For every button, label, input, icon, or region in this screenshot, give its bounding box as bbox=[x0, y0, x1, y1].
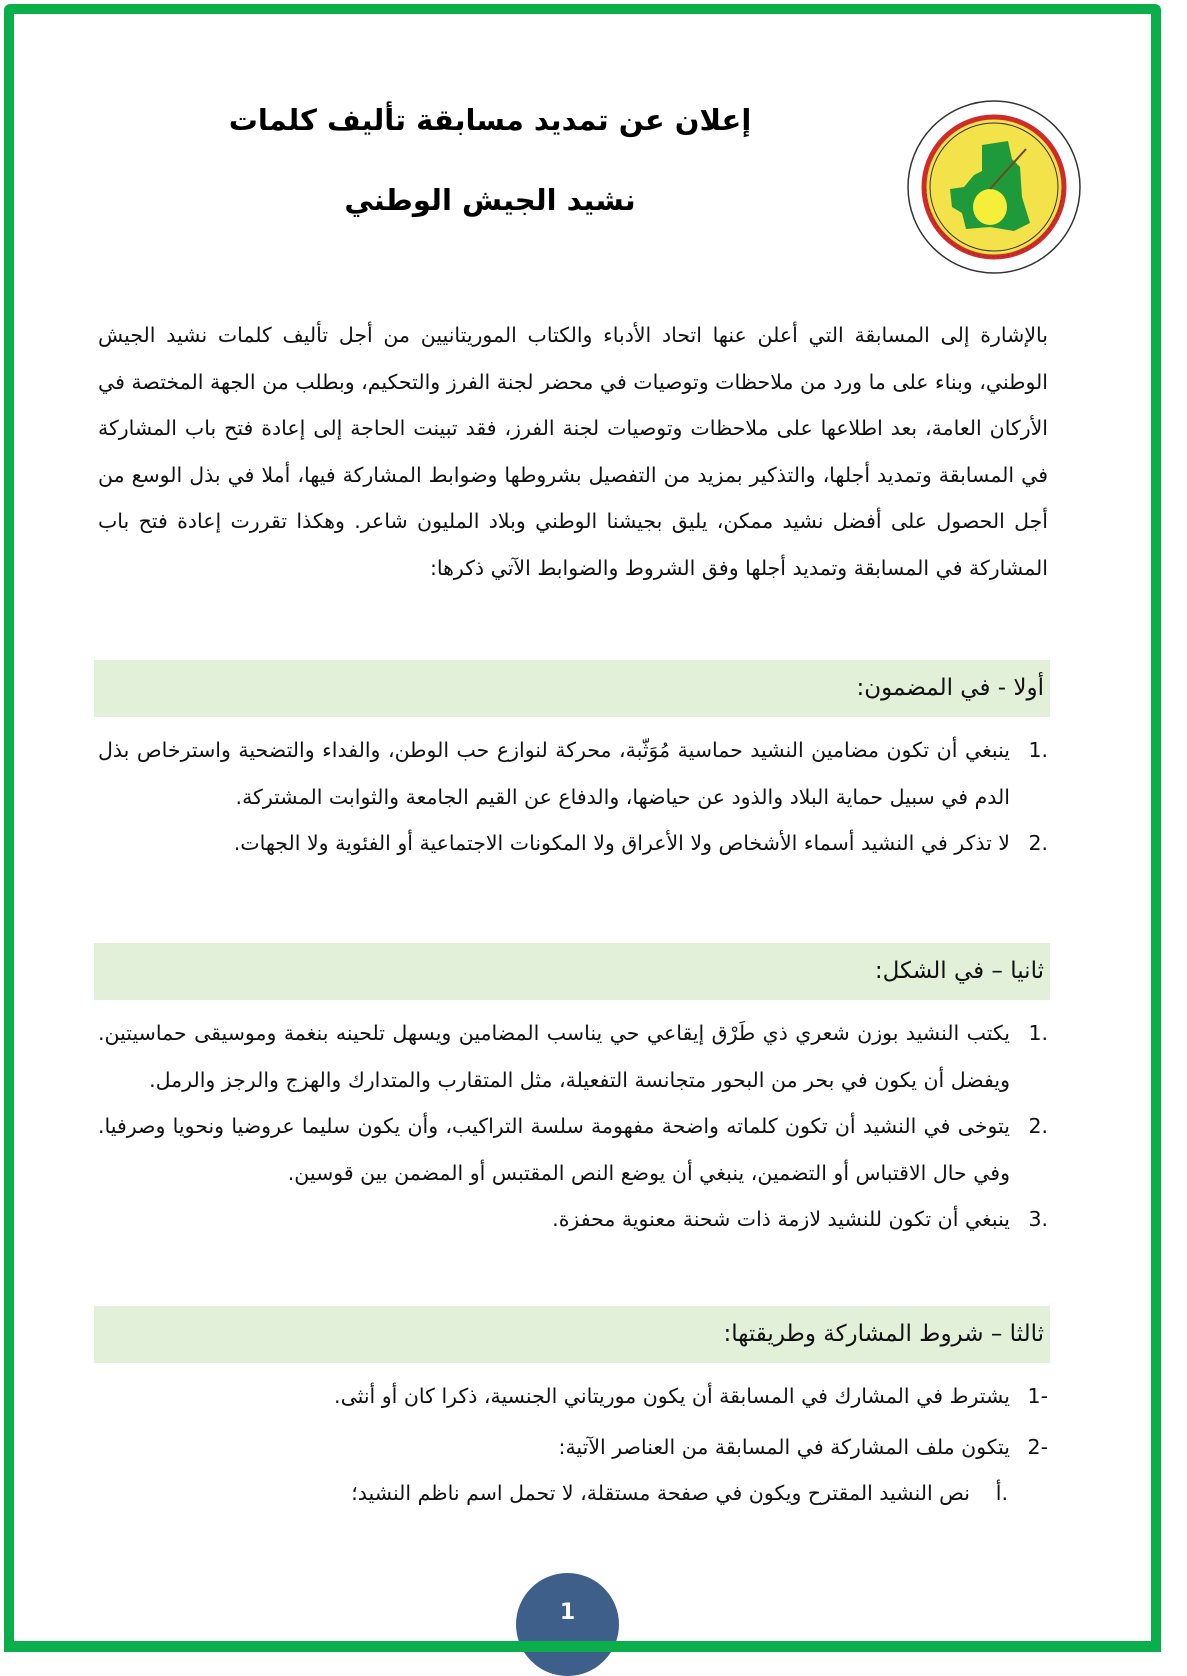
intro-paragraph: بالإشارة إلى المسابقة التي أعلن عنها اتحاد الأدباء والكتاب الموريتانيين من أجل تأليف كلمات نشيد الجيش الوطني، وبناء على ما ورد من ملاحظات وتوصيات في محضر لجنة الفرز والتحكيم، وبطلب من الجهة المختصة في الأركان العامة، بعد اطلاعها على ملاحظات وتوصيات لجنة الفرز، فقد تبينت الحاجة إلى إعادة فتح باب المشاركة في المسابقة وتمديد أجلها، والتذكير بمزيد من التفصيل بشروطها وضوابط المشاركة فيها، أملا في بذل الوسع من أجل الحصول على أفضل نشيد ممكن، يليق بجيشنا الوطني وبلاد المليون شاعر. وهكذا تقررت إعادة فتح باب المشاركة في المسابقة وتمديد أجلها وفق الشروط والضوابط الآتي ذكرها: bbox=[98, 323, 1048, 580]
list-item bbox=[98, 1424, 1048, 1471]
section-list-form bbox=[98, 1010, 1048, 1243]
list-item bbox=[98, 1010, 1048, 1103]
list-text: يتوخى في النشيد أن تكون كلماته واضحة مفهومة سلسة التراكيب، وأن يكون سليما عروضيا ونحويا وصرفيا. وفي حال الاقتباس أو التضمين، ينبغي أن يوضع النص المقتبس أو المضمن بين قوسين. bbox=[98, 1114, 1010, 1185]
title-line-2: نشيد الجيش الوطني bbox=[344, 183, 636, 217]
list-number: 1. bbox=[1028, 738, 1048, 762]
union-emblem-icon bbox=[904, 97, 1084, 277]
list-text: يتكون ملف المشاركة في المسابقة من العناصر الآتية: bbox=[558, 1434, 1010, 1459]
list-text: ينبغي أن تكون للنشيد لازمة ذات شحنة معنوية محفزة. bbox=[552, 1207, 1010, 1231]
list-number: 1. bbox=[1028, 1021, 1048, 1045]
list-text: لا تذكر في النشيد أسماء الأشخاص ولا الأعراق ولا المكونات الاجتماعية أو الفئوية ولا الجهات. bbox=[233, 831, 1010, 855]
list-item bbox=[98, 1373, 1048, 1420]
page-number: 1 bbox=[559, 1600, 576, 1625]
list-text: نص النشيد المقترح ويكون في صفحة مستقلة، لا تحمل اسم ناظم النشيد؛ bbox=[351, 1481, 970, 1505]
section-heading-text: ثالثا – شروط المشاركة وطريقتها: bbox=[723, 1321, 1044, 1347]
section-heading-content bbox=[94, 660, 1050, 717]
section-heading-participation bbox=[94, 1306, 1050, 1363]
list-item bbox=[98, 820, 1048, 867]
union-logo bbox=[904, 97, 1084, 277]
section-heading-text: ثانيا – في الشكل: bbox=[874, 958, 1044, 984]
list-text: يشترط في المشارك في المسابقة أن يكون موريتاني الجنسية، ذكرا كان أو أنثى. bbox=[334, 1384, 1010, 1408]
list-item bbox=[98, 1103, 1048, 1196]
section-heading-text: أولا - في المضمون: bbox=[856, 675, 1044, 701]
list-number: 2. bbox=[1028, 831, 1048, 855]
section-heading-form bbox=[94, 943, 1050, 1000]
list-text: يكتب النشيد بوزن شعري ذي طَرْق إيقاعي حي يناسب المضامين ويسهل تلحينه بنغمة وموسيقى حماسيتين. ويفضل أن يكون في بحر من البحور متجانسة التفعيلة، مثل المتقارب والمتدارك والهزج والرجز والرمل. bbox=[98, 1021, 1010, 1092]
section-list-participation bbox=[98, 1373, 1048, 1517]
title-line-1: إعلان عن تمديد مسابقة تأليف كلمات bbox=[228, 103, 752, 137]
page-border-bottom bbox=[4, 1641, 1161, 1652]
list-item bbox=[98, 1196, 1048, 1243]
list-number: 1- bbox=[1027, 1384, 1048, 1408]
list-number: 2. bbox=[1028, 1114, 1048, 1138]
list-item bbox=[98, 727, 1048, 820]
list-number: 2- bbox=[1027, 1434, 1048, 1459]
page-number-badge bbox=[516, 1573, 619, 1676]
section-list-content bbox=[98, 727, 1048, 867]
sub-list-item bbox=[98, 1470, 1048, 1517]
list-text: ينبغي أن تكون مضامين النشيد حماسية مُوَثّبة، محركة لنوازع حب الوطن، والفداء والتضحية واسترخاص بذل الدم في سبيل حماية البلاد والذود عن حياضها، والدفاع عن القيم الجامعة والثوابت المشتركة. bbox=[98, 738, 1010, 809]
list-number: 3. bbox=[1028, 1207, 1048, 1231]
list-letter: أ. bbox=[995, 1481, 1008, 1505]
